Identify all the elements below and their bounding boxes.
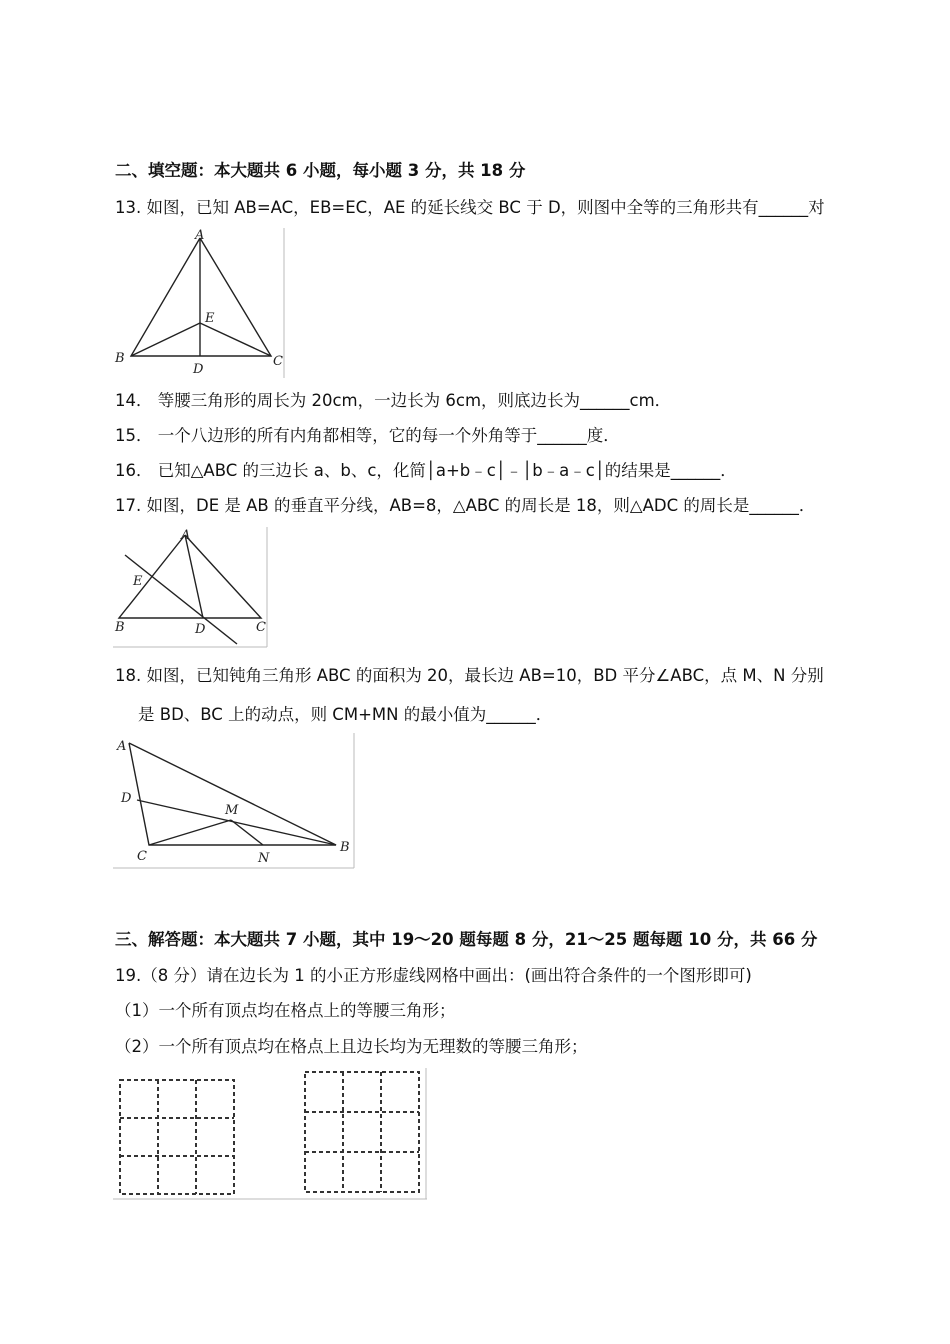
label-a: A xyxy=(195,228,205,243)
grid-left xyxy=(120,1080,234,1194)
question-19: 19.（8 分）请在边长为 1 的小正方形虚线网格中画出：(画出符合条件的一个图形即可) xyxy=(115,966,752,985)
question-18-line2: 是 BD、BC 上的动点，则 CM+MN 的最小值为______． xyxy=(138,705,553,724)
figure-q13 xyxy=(113,228,288,382)
label-n: N xyxy=(258,851,270,866)
section-2-title: 二、填空题：本大题共 6 小题，每小题 3 分，共 18 分 xyxy=(115,161,526,180)
question-19-sub1: （1）一个所有顶点均在格点上的等腰三角形； xyxy=(115,1001,456,1020)
label-b: B xyxy=(115,351,125,366)
label-b: B xyxy=(340,840,350,855)
question-16: 16． 已知△ABC 的三边长 a、b、c，化简│a+b﹣c│﹣│b﹣a﹣c│的结果是______． xyxy=(115,461,737,480)
section-3-title: 三、解答题：本大题共 7 小题，其中 19～20 题每题 8 分，21～25 题每题 10 分，共 66 分 xyxy=(115,930,818,949)
label-e: E xyxy=(133,574,143,589)
question-19-sub2: （2）一个所有顶点均在格点上且边长均为无理数的等腰三角形； xyxy=(115,1037,588,1056)
label-m: M xyxy=(225,803,239,818)
label-b: B xyxy=(115,620,125,635)
label-c: C xyxy=(256,620,266,635)
question-13: 13. 如图，已知 AB=AC，EB=EC，AE 的延长线交 BC 于 D，则图中全等的三角形共有______对 xyxy=(115,198,825,217)
label-d: D xyxy=(121,791,132,806)
grid-right xyxy=(305,1072,419,1192)
label-c: C xyxy=(273,354,283,369)
figure-q19-grids xyxy=(113,1068,433,1208)
figure-q18 xyxy=(113,733,358,874)
label-d: D xyxy=(193,362,204,377)
label-a: A xyxy=(117,739,127,754)
question-15: 15． 一个八边形的所有内角都相等，它的每一个外角等于______度． xyxy=(115,426,620,445)
question-17: 17. 如图，DE 是 AB 的垂直平分线，AB=8，△ABC 的周长是 18，则△ADC 的周长是______． xyxy=(115,496,816,515)
question-14: 14． 等腰三角形的周长为 20cm，一边长为 6cm，则底边长为______cm． xyxy=(115,391,672,410)
label-d: D xyxy=(195,622,206,637)
label-e: E xyxy=(205,311,215,326)
label-c: C xyxy=(137,849,147,864)
question-18-line1: 18. 如图，已知钝角三角形 ABC 的面积为 20，最长边 AB=10，BD 平分∠ABC，点 M、N 分别 xyxy=(115,666,824,685)
figure-q17 xyxy=(113,527,271,653)
label-a: A xyxy=(181,528,191,543)
